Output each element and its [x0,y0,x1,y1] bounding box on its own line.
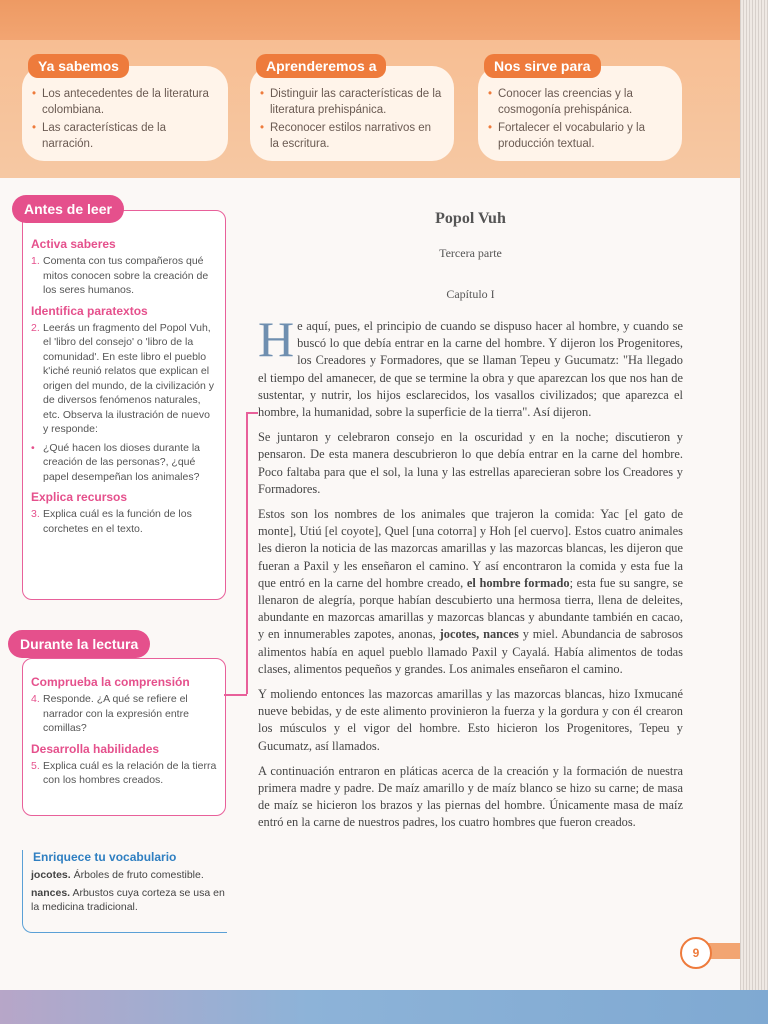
section-title: Desarrolla habilidades [31,741,160,756]
connector-line [246,412,258,414]
card-nos-sirve [478,58,682,161]
card-tag: Ya sabemos [28,54,129,78]
list-item: 2. Leerás un fragmento del Popol Vuh, el 'libro del consejo' o 'libro de la comunidad'. En este libro el pueblo k'iché reunió relatos que explican el origen del mundo, de la civilización y de diversos fenómenos naturales, etc. Observa la ilustración de nuevo y responde: [31,321,215,435]
list-item: • Reconocer estilos narrativos en la escritura. [260,120,442,152]
card-aprenderemos [250,58,454,161]
card-tag: Aprenderemos a [256,54,386,78]
vocab-entry: nances. Arbustos cuya corteza se usa en la medicina tradicional. [31,887,225,913]
reading-text [258,200,683,832]
paragraph: Estos son los nombres de los animales que trajeron la comida: Yac [el gato de monte], Utiú [el coyote], Quel [una cotorra] y Hoh [el cuervo]. Estos cuatro animales les dieron la noticia de las mazorcas amarillas y las mazorcas blancas, les dijeron que fueran a Paxil y les enseñaron el camino. Y así encontraron la comida y esta fue la que entró en la carne del hombre creado, el hombre formado; esta fue su sangre, se llenaron de alegría, porque habían descubierto una hermosa tierra, llena de deleites, abundante en mazorcas amarillas y mazorcas blancas y abundante también en cacao, y en innumerables zapotes, anonas, jocotes, nances y miel. Abundancia de sabrosos alimentos había en aquel pueblo llamado Paxil y Cayalá. Había alimentos de todas clases, alimentos pequeños y grandes. Los animales enseñaron el camino. [258,507,683,676]
vocabulary-box [22,850,227,933]
section-title: Activa saberes [31,237,116,251]
list-item: • Fortalecer el vocabulario y la producción textual. [488,120,670,152]
durante-la-lectura-pill: Durante la lectura [8,630,150,658]
card-tag: Nos sirve para [484,54,601,78]
section-title: Identifica paratextos [31,303,148,318]
section-title: Comprueba la comprensión [31,675,190,689]
list-item: 4. Responde. ¿A qué se refiere el narrador con la expresión entre comillas? [31,693,189,734]
list-item: • Las características de la narración. [32,120,216,152]
list-item: • Conocer las creencias y la cosmogonía prehispánica. [488,86,670,118]
section-title: Explica recursos [31,490,128,504]
page-edge [740,0,768,990]
vocabulary-title: Enriquece tu vocabulario [33,850,177,864]
reading-part: Tercera parte [439,246,502,260]
reading-title: Popol Vuh [435,210,506,227]
card-ya-sabemos [22,58,228,161]
paragraph: A continuación entraron en pláticas acerca de la creación y la formación de nuestra primera madre y padre. De maíz amarillo y de maíz blanco se hizo su carne; de masa de maíz se hicieron los brazos y las piernas del hombre. Únicamente masa de maíz entró en la carne de nuestros padres, los cuatro hombres que fueron creados. [258,763,683,830]
antes-de-leer-box [22,210,226,600]
list-item: 5. Explica cuál es la relación de la tierra con los hombres creados. [31,759,217,786]
connector-line [224,694,247,696]
drop-cap: H [258,311,295,367]
page-number: 9 [680,937,712,969]
list-item: 1. Comenta con tus compañeros qué mitos conocen sobre la creación de los seres humanos. [31,255,209,296]
list-item: • Distinguir las características de la literatura prehispánica. [260,86,442,118]
vocab-entry: jocotes. Árboles de fruto comestible. [31,869,204,881]
list-item: • ¿Qué hacen los dioses durante la creación de las personas?, ¿qué papel desempeñan los animales? [31,441,201,483]
header-band [0,0,740,178]
reading-chapter: Capítulo I [446,287,495,301]
list-item: • Los antecedentes de la literatura colombiana. [32,86,216,118]
paragraph: Se juntaron y celebraron consejo en la oscuridad y en la noche; discutieron y pensaron. De esta manera descubrieron lo que debía entrar en la carne del hombre. Poco faltaba para que el sol, la luna y las estrellas aparecieran sobre los Creadores y Formadores. [258,430,683,496]
durante-la-lectura-box [22,658,226,816]
connector-line [246,412,248,694]
antes-de-leer-pill: Antes de leer [12,195,124,223]
background-strip [0,990,768,1024]
list-item: 3. Explica cuál es la función de los corchetes en el texto. [31,508,192,535]
paragraph: He aquí, pues, el principio de cuando se dispuso hacer al hombre, y cuando se buscó lo que debía entrar en la carne del hombre. Y dijeron los Progenitores, los Creadores y Formadores, que se llaman Tepeu y Gucumatz: "Ha llegado el tiempo del amanecer, de que se termine la obra y que aparezcan los que nos han de sustentar, y nutrir, los hijos esclarecidos, los vasallos civilizados; que aparezca el hombre, la humanidad, sobre la superficie de la tierra". Así dijeron. [258,311,683,420]
paragraph: Y moliendo entonces las mazorcas amarillas y las mazorcas blancas, hizo Ixmucané nueve bebidas, y de este alimento provinieron la fuerza y la gordura y con él crearon los músculos y el vigor del hombre. Esto hicieron los Progenitores, Tepeu y Gucumatz, así llamados. [258,687,683,753]
